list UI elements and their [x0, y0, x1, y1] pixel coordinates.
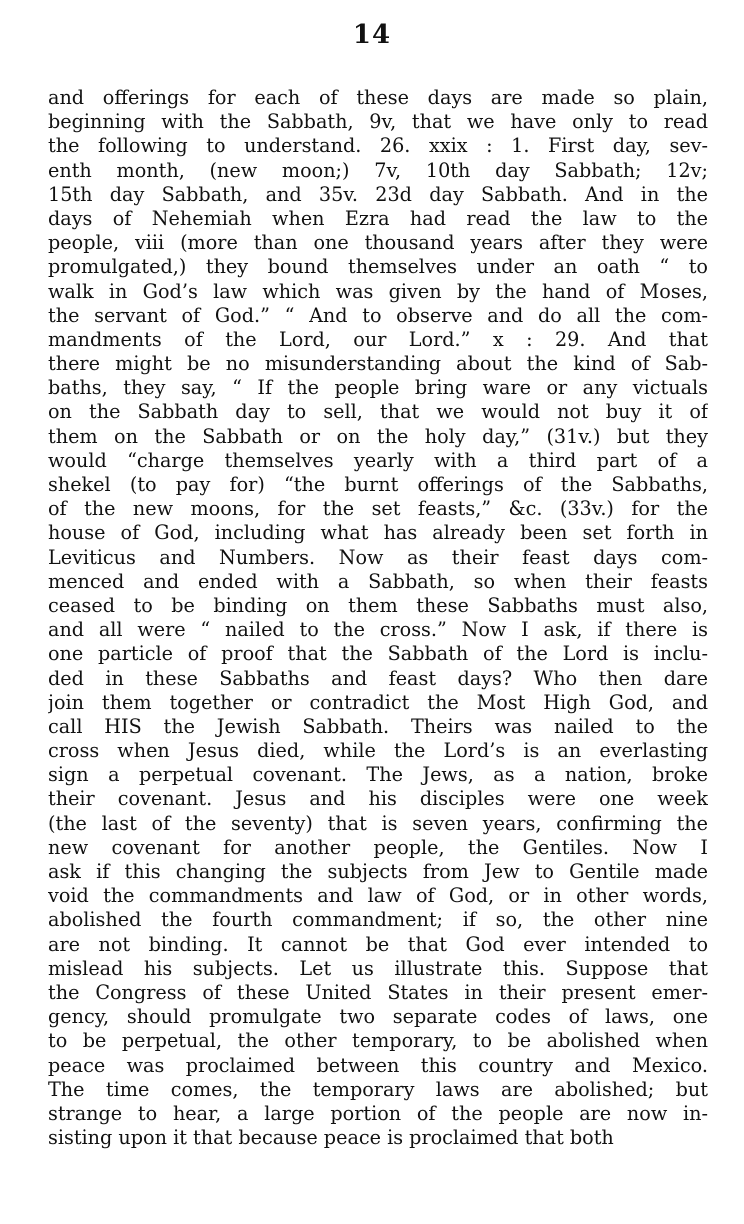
text-line: gency, should promulgate two separate codes of laws, one [48, 1005, 708, 1029]
text-line: would “charge themselves yearly with a third part of a [48, 448, 708, 472]
text-line: there might be no misunderstanding about the kind of Sab- [48, 352, 708, 376]
text-line: ded in these Sabbaths and feast days? Who then dare [48, 666, 708, 690]
text-line: to be perpetual, the other temporary, to be abolished when [48, 1029, 708, 1053]
text-line: beginning with the Sabbath, 9v, that we have only to read [48, 110, 708, 134]
text-line: mandments of the Lord, our Lord.” x : 29. And that [48, 327, 708, 351]
text-line: Leviticus and Numbers. Now as their feast days com- [48, 545, 708, 569]
text-line: of the new moons, for the set feasts,” &c. (33v.) for the [48, 497, 708, 521]
text-line: enth month, (new moon;) 7v, 10th day Sabbath; 12v; [48, 158, 708, 182]
text-line: (the last of the seventy) that is seven years, confirming the [48, 811, 708, 835]
text-line: shekel (to pay for) “the burnt offerings of the Sabbaths, [48, 473, 708, 496]
text-line: strange to hear, a large portion of the people are now in- [48, 1101, 708, 1125]
body-text [48, 86, 708, 1150]
text-line: abolished the fourth commandment; if so, the other nine [48, 908, 708, 932]
text-line: mislead his subjects. Let us illustrate this. Suppose that [48, 956, 708, 980]
text-line: void the commandments and law of God, or in other words, [48, 884, 708, 908]
text-line: on the Sabbath day to sell, that we would not buy it of [48, 400, 708, 424]
text-line: new covenant for another people, the Gentiles. Now I [48, 835, 708, 859]
text-line: and offerings for each of these days are made so plain, [48, 86, 708, 109]
text-line: them on the Sabbath or on the holy day,” (31v.) but they [48, 424, 708, 448]
text-line: are not binding. It cannot be that God ever intended to [48, 932, 708, 956]
text-line: cross when Jesus died, while the Lord’s is an everlasting [48, 739, 708, 763]
text-line: the servant of God.” “ And to observe and do all the com- [48, 303, 708, 327]
text-line: the following to understand. 26. xxix : 1. First day, sev- [48, 134, 708, 158]
text-line: 15th day Sabbath, and 35v. 23d day Sabbath. And in the [48, 182, 708, 206]
text-line: join them together or contradict the Most High God, and [48, 690, 708, 714]
page-number: 14 [352, 20, 392, 50]
text-line: people, viii (more than one thousand years after they were [48, 231, 708, 255]
text-line: ceased to be binding on them these Sabbaths must also, [48, 593, 708, 617]
text-line: ask if this changing the subjects from Jew to Gentile made [48, 860, 708, 883]
text-line: house of God, including what has already been set forth in [48, 521, 708, 545]
text-line: one particle of proof that the Sabbath of the Lord is inclu- [48, 642, 708, 666]
text-line: promulgated,) they bound themselves under an oath “ to [48, 255, 708, 279]
text-line: their covenant. Jesus and his disciples were one week [48, 787, 708, 811]
text-line: baths, they say, “ If the people bring ware or any victuals [48, 376, 708, 400]
text-line: sisting upon it that because peace is proclaimed that both [48, 1126, 614, 1150]
text-line: the Congress of these United States in their present emer- [48, 980, 708, 1004]
text-line: walk in God’s law which was given by the hand of Moses, [48, 279, 708, 303]
text-line: call HIS the Jewish Sabbath. Theirs was nailed to the [48, 714, 708, 738]
text-line: peace was proclaimed between this country and Mexico. [48, 1053, 708, 1077]
text-line: days of Nehemiah when Ezra had read the law to the [48, 206, 708, 230]
text-line: sign a perpetual covenant. The Jews, as a nation, broke [48, 763, 708, 787]
text-line: and all were “ nailed to the cross.” Now I ask, if there is [48, 618, 708, 642]
text-line: menced and ended with a Sabbath, so when their feasts [48, 569, 708, 593]
text-line: The time comes, the temporary laws are abolished; but [48, 1077, 708, 1101]
